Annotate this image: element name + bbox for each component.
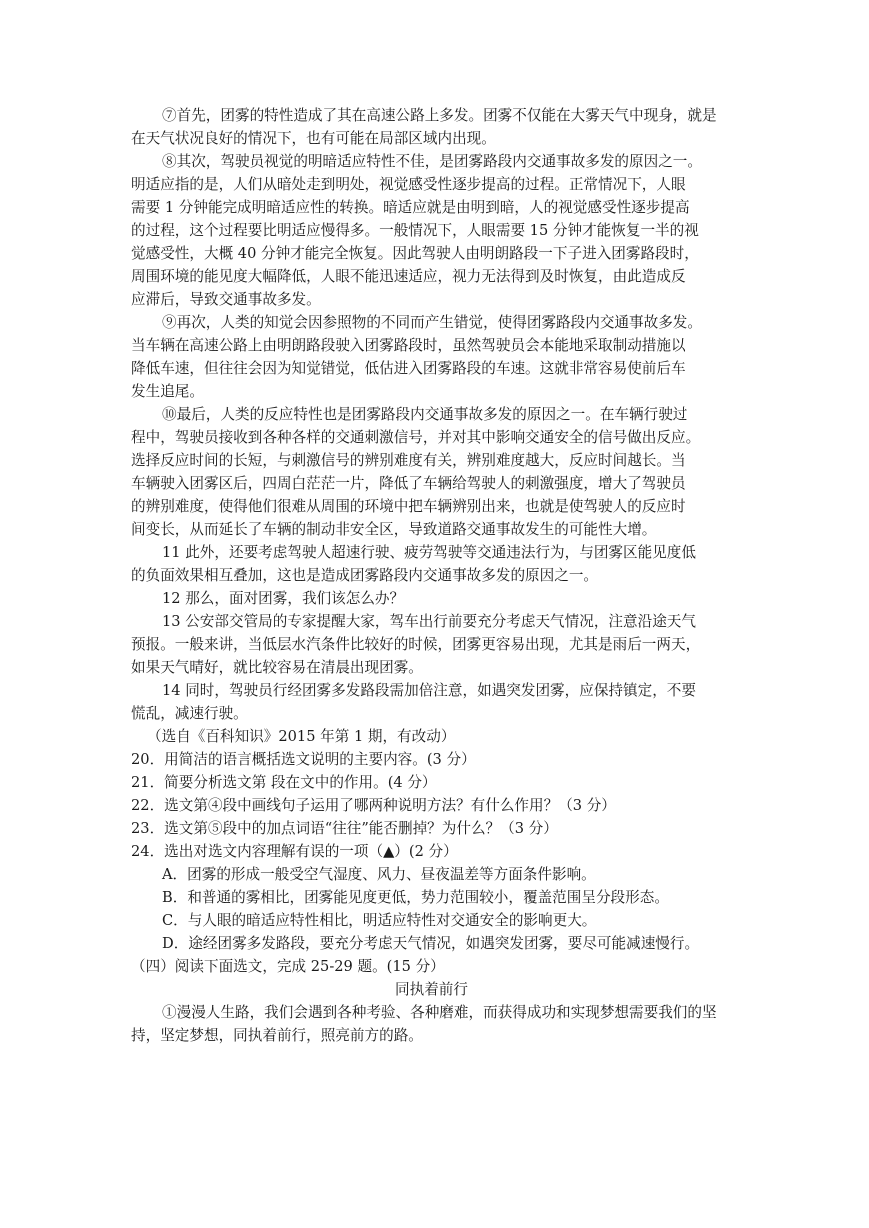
- paragraph-13-line-1: 13 公安部交管局的专家提醒大家，驾车出行前要充分考虑天气情况，注意沿途天气: [162, 613, 696, 630]
- paragraph-10-line-4: 车辆驶入团雾区后，四周白茫茫一片，降低了车辆给驾驶人的刺激强度，增大了驾驶员: [131, 475, 686, 492]
- paragraph-9-line-2: 当车辆在高速公路上由明朗路段驶入团雾路段时，虽然驾驶员会本能地采取制动措施以: [131, 337, 686, 354]
- paragraph-11-line-1: 11 此外，还要考虑驾驶人超速行驶、疲劳驾驶等交通违法行为，与团雾区能见度低: [162, 544, 696, 561]
- paragraph-8-line-7: 应滞后，导致交通事故多发。: [131, 291, 321, 308]
- source-citation: （选自《百科知识》2015 年第 1 期，有改动）: [147, 728, 456, 745]
- paragraph-7-line-1: ⑦首先，团雾的特性造成了其在高速公路上多发。团雾不仅能在大雾天气中现身，就是: [162, 107, 717, 124]
- paragraph-10-line-3: 选择反应时间的长短，与刺激信号的辨别难度有关，辨别难度越大，反应时间越长。当: [131, 452, 686, 469]
- section-4-paragraph-1-line-1: ①漫漫人生路，我们会遇到各种考验、各种磨难，而获得成功和实现梦想需要我们的坚: [162, 1004, 717, 1021]
- question-22: 22．选文第④段中画线句子运用了哪两种说明方法？有什么作用？（3 分）: [131, 797, 616, 814]
- paragraph-8-line-3: 需要 1 分钟能完成明暗适应性的转换。暗适应就是由明到暗，人的视觉感受性逐步提高: [131, 199, 690, 216]
- paragraph-9-line-1: ⑨再次，人类的知觉会因参照物的不同而产生错觉，使得团雾路段内交通事故多发。: [162, 314, 702, 331]
- paragraph-13-line-2: 预报。一般来讲，当低层水汽条件比较好的时候，团雾更容易出现，尤其是雨后一两天，: [131, 636, 701, 653]
- question-24-option-d: D．途经团雾多发路段，要充分考虑天气情况，如遇突发团雾，要尽可能减速慢行。: [162, 935, 700, 952]
- paragraph-8-line-4: 的过程，这个过程要比明适应慢得多。一般情况下，人眼需要 15 分钟才能恢复一半的视: [131, 222, 699, 239]
- paragraph-8-line-2: 明适应指的是，人们从暗处走到明处，视觉感受性逐步提高的过程。正常情况下，人眼: [131, 176, 686, 193]
- question-24-option-c: C．与人眼的暗适应特性相比，明适应特性对交通安全的影响更大。: [162, 912, 597, 929]
- question-24-option-a: A．团雾的形成一般受空气湿度、风力、昼夜温差等方面条件影响。: [162, 866, 596, 883]
- question-21: 21．简要分析选文第 段在文中的作用。(4 分）: [131, 774, 437, 791]
- paragraph-14-line-1: 14 同时，驾驶员行经团雾多发路段需加倍注意，如遇突发团雾，应保持镇定，不要: [162, 682, 696, 699]
- paragraph-9-line-3: 降低车速，但往往会因为知觉错觉，低估进入团雾路段的车速。这就非常容易使前后车: [131, 360, 686, 377]
- article-title: 同执着前行: [395, 981, 468, 998]
- paragraph-7-line-2: 在天气状况良好的情况下，也有可能在局部区域内出现。: [131, 130, 496, 147]
- paragraph-9-line-4: 发生追尾。: [131, 383, 204, 400]
- question-24-option-b: B．和普通的雾相比，团雾能见度更低，势力范围较小，覆盖范围呈分段形态。: [162, 889, 669, 906]
- paragraph-11-line-2: 的负面效果相互叠加，这也是造成团雾路段内交通事故多发的原因之一。: [131, 567, 599, 584]
- paragraph-8-line-6: 周围环境的能见度大幅降低，人眼不能迅速适应，视力无法得到及时恢复，由此造成反: [131, 268, 686, 285]
- paragraph-13-line-3: 如果天气晴好，就比较容易在清晨出现团雾。: [131, 659, 423, 676]
- paragraph-8-line-1: ⑧其次，驾驶员视觉的明暗适应特性不佳，是团雾路段内交通事故多发的原因之一。: [162, 153, 702, 170]
- paragraph-14-line-2: 慌乱，减速行驶。: [131, 705, 248, 722]
- section-4-paragraph-1-line-2: 持，坚定梦想，同执着前行，照亮前方的路。: [131, 1027, 423, 1044]
- question-24: 24．选出对选文内容理解有误的一项（▲）(2 分）: [131, 843, 458, 860]
- paragraph-10-line-1: ⑩最后，人类的反应特性也是团雾路段内交通事故多发的原因之一。在车辆行驶过: [162, 406, 688, 423]
- paragraph-12-line-1: 12 那么，面对团雾，我们该怎么办？: [162, 590, 405, 607]
- paragraph-10-line-2: 程中，驾驶员接收到各种各样的交通刺激信号，并对其中影响交通安全的信号做出反应。: [131, 429, 701, 446]
- paragraph-10-line-6: 间变长，从而延长了车辆的制动非安全区，导致道路交通事故发生的可能性大增。: [131, 521, 657, 538]
- question-20: 20．用简洁的语言概括选文说明的主要内容。(3 分）: [131, 751, 476, 768]
- section-4-heading: （四）阅读下面选文，完成 25-29 题。(15 分）: [131, 958, 445, 975]
- question-23: 23．选文第⑤段中的加点词语“往往”能否删掉？为什么？（3 分）: [131, 820, 558, 837]
- paragraph-10-line-5: 的辨别难度，使得他们很难从周围的环境中把车辆辨别出来，也就是使驾驶人的反应时: [131, 498, 686, 515]
- paragraph-8-line-5: 觉感受性，大概 40 分钟才能完全恢复。因此驾驶人由明朗路段一下子进入团雾路段时，: [131, 245, 699, 262]
